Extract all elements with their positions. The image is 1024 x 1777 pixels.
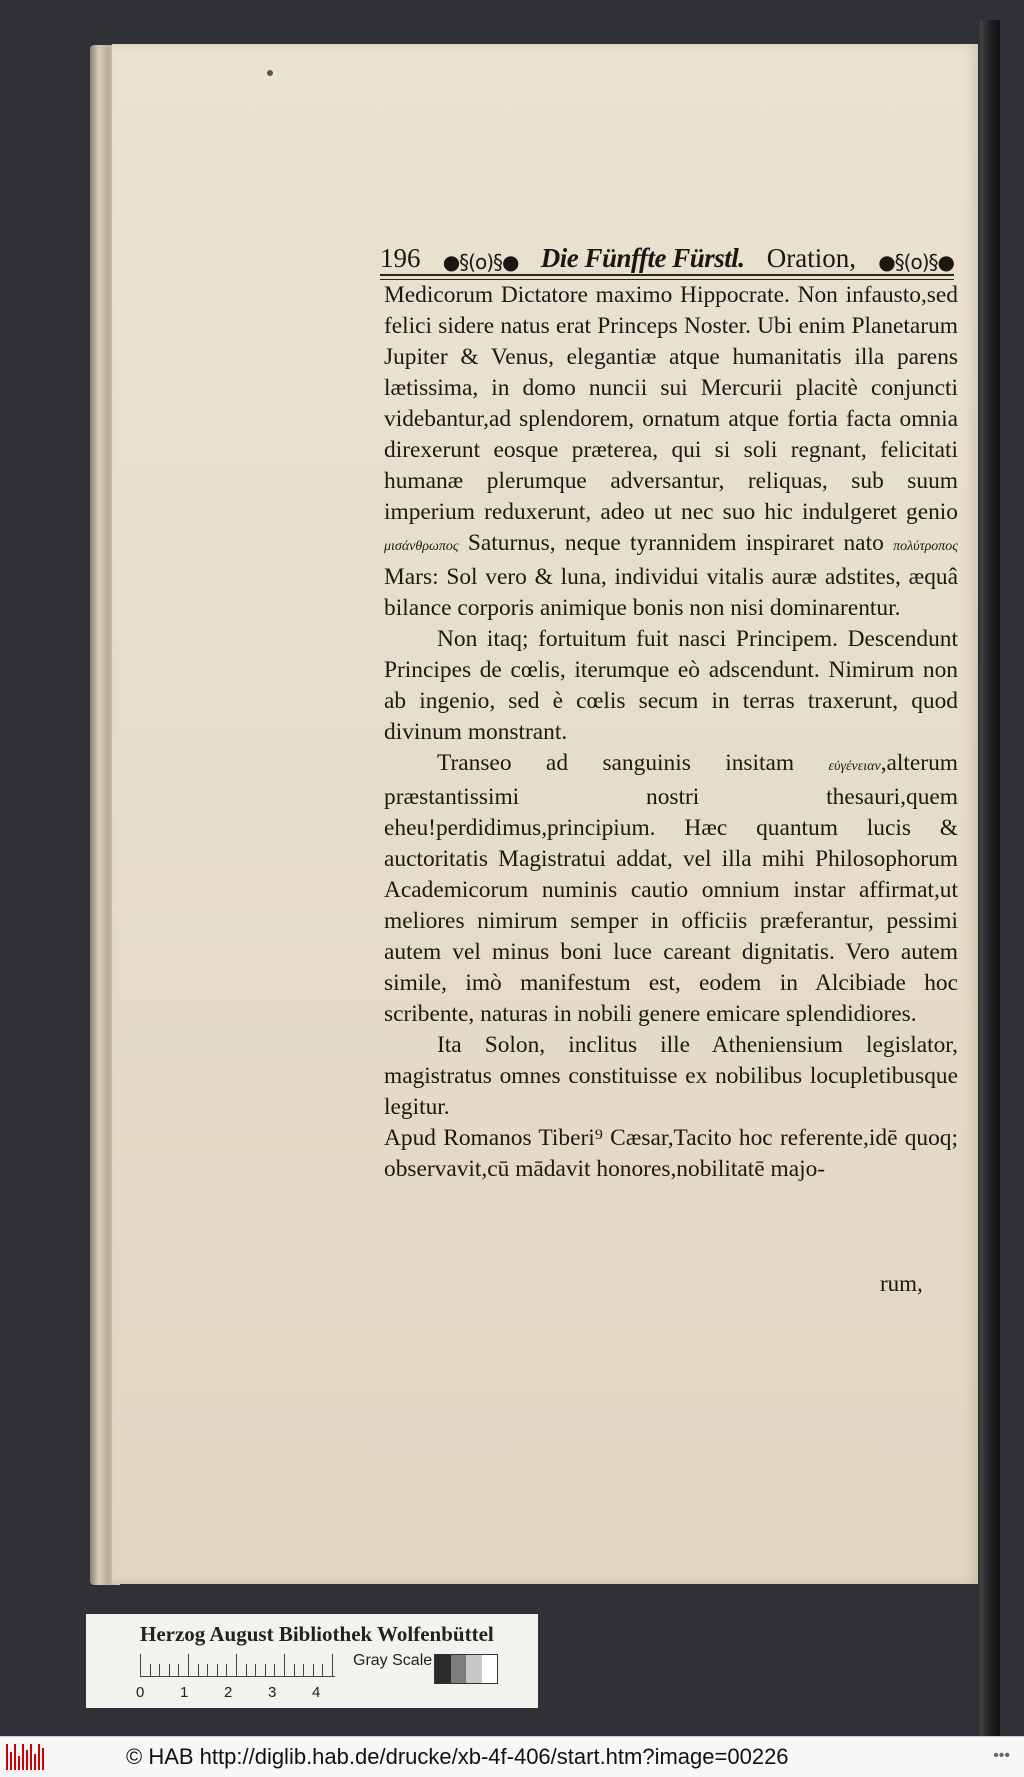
ruler-tick [207,1664,208,1676]
paragraph [384,280,958,624]
gray-swatch [435,1655,451,1683]
ruler-number: 1 [180,1684,189,1701]
book-spine-edge [980,20,1000,1736]
logo-bar [34,1754,36,1770]
logo-bar [18,1756,20,1770]
body-text [384,280,958,1185]
color-calibration-bar [86,1614,538,1708]
text-run: Mars: Sol vero & luna, individui vitalis auræ adstites, æquâ bilance corporis animique bonis non nisi dominarentur. [384,564,958,621]
text-run: Apud Romanos Tiberi⁹ Cæsar,Tacito hoc referente,idē quoq; observavit,cū mādavit honores,nobilitatē majo- [384,1125,958,1182]
paragraph [384,1030,958,1123]
ruler-tick [226,1664,227,1676]
ruler-tick [246,1664,247,1676]
logo-bar [22,1744,24,1770]
ruler-number: 4 [312,1684,321,1701]
ruler-tick [255,1664,256,1676]
text-run: Transeo ad sanguinis insitam [437,750,829,776]
viewer-footer [0,1736,1024,1777]
library-name: Herzog August Bibliothek Wolfenbüttel [140,1622,494,1646]
ruler-number: 2 [224,1684,233,1701]
gray-swatch [466,1655,482,1683]
logo-bar [42,1748,44,1770]
ruler-tick [265,1664,266,1676]
ruler-tick [169,1664,170,1676]
logo-bar [14,1744,16,1770]
text-run: ,alterum præstantissimi nostri thesauri,quem eheu!perdidimus,principium. Hæc quantum lucis & auctoritatis Magistratui addat, vel illa mihi Philosophorum Academicorum numinis cautio omnium instar affirmat,ut meliores nimirum semper in officiis præferantur, pessimi autem vel minus boni luce careant dignitatis. Vero autem simile, imò manifestum est, eodem in Alcibiade hoc scribente, naturas in nobili genere emicare splendidiores. [384,750,958,1027]
paragraph [384,1123,958,1185]
ruler-tick [284,1654,285,1676]
scale-ruler [140,1654,335,1677]
logo-bar [38,1744,40,1770]
ruler-tick [178,1664,179,1676]
ruler-tick [236,1654,237,1676]
greek-word: μισάνθρωπος [384,539,459,554]
source-link[interactable]: © HAB http://diglib.hab.de/drucke/xb-4f-406/start.htm?image=00226 [126,1744,789,1769]
running-title-gothic: Die Fünffte Fürstl. [540,243,745,273]
gray-swatch [482,1655,498,1683]
ruler-tick [198,1664,199,1676]
text-run: Non itaq; fortuitum fuit nasci Principem. Descendunt Principes de cœlis, iterumque eò adscendunt. Nimirum non ab ingenio, sed è cœlis secum in terras traxerunt, quod divinum monstrant. [384,626,958,745]
ornament-right: ●§(o)§● [878,250,954,274]
ink-speck [267,70,273,76]
ornament-left: ●§(o)§● [442,250,519,274]
ruler-tick [322,1664,323,1676]
logo-bar [10,1752,12,1770]
ruler-tick [274,1664,275,1676]
ruler-tick [150,1664,151,1676]
ruler-tick [140,1654,141,1676]
greek-word: εὐγένειαν [828,759,881,774]
paragraph [384,624,958,748]
hab-logo-icon[interactable] [6,1744,46,1770]
ruler-tick [332,1654,333,1676]
text-run: Saturnus, neque tyrannidem inspiraret nato [458,530,894,556]
ruler-tick [313,1664,314,1676]
ruler-tick [294,1664,295,1676]
ruler-tick [188,1654,189,1676]
logo-bar [6,1744,8,1770]
ruler-number: 3 [268,1684,277,1701]
running-title-roman: Oration, [766,243,856,273]
text-run: Ita Solon, inclitus ille Atheniensium legislator, magistratus omnes constituisse ex nobilibus locupletibusque legitur. [384,1032,958,1120]
more-icon[interactable]: ••• [993,1747,1010,1764]
page-number: 196 [380,243,421,273]
ruler-tick [303,1664,304,1676]
gray-scale-swatches [434,1654,498,1684]
paragraph [384,748,958,1030]
running-head [380,228,954,274]
ruler-number: 0 [136,1684,145,1701]
logo-bar [26,1750,28,1770]
gray-swatch [451,1655,467,1683]
ruler-tick [217,1664,218,1676]
logo-bar [30,1744,32,1770]
ruler-tick [159,1664,160,1676]
catchword: rum, [880,1271,923,1296]
gray-scale-label: Gray Scale [353,1652,433,1669]
text-run: Medicorum Dictatore maximo Hippocrate. Non infausto,sed felici sidere natus erat Princeps Noster. Ubi enim Planetarum Jupiter & Venus, elegantiæ atque humanitatis illa parens lætissima, in domo nuncii sui Mercurii placitè conjuncti videbantur,ad splendorem, ornatum atque fortia facta omnia direxerunt eosque præterea, qui si soli regnant, felicitati humanæ plerumque adversantur, reliquas, sub suum imperium reduxerunt, adeo ut nec suo hic indulgeret genio [384,282,958,525]
greek-word: πολύτροπος [893,539,958,554]
